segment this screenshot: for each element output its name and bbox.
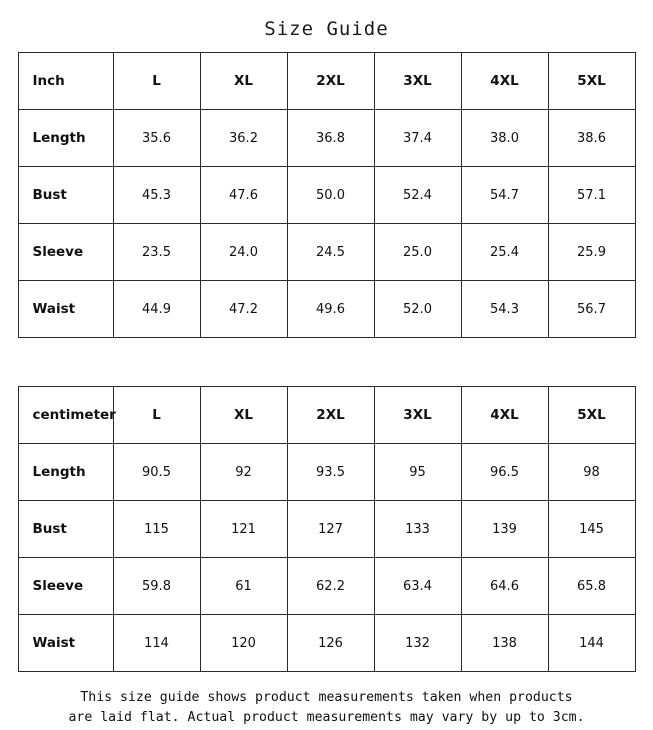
cell-value: 38.6	[548, 110, 635, 167]
table-row	[18, 110, 635, 167]
row-label-bust: Bust	[18, 501, 113, 558]
cell-value: 61	[200, 558, 287, 615]
cell-value: 50.0	[287, 167, 374, 224]
cell-value: 36.2	[200, 110, 287, 167]
size-header-3xl: 3XL	[374, 53, 461, 110]
cell-value: 37.4	[374, 110, 461, 167]
centimeter-size-table	[18, 386, 636, 672]
row-label-length: Length	[18, 444, 113, 501]
footnote-line-2: are laid flat. Actual product measurements may vary by up to 3cm.	[68, 710, 585, 726]
cell-value: 96.5	[461, 444, 548, 501]
cell-value: 38.0	[461, 110, 548, 167]
row-label-sleeve: Sleeve	[18, 224, 113, 281]
cell-value: 63.4	[374, 558, 461, 615]
cell-value: 25.9	[548, 224, 635, 281]
cell-value: 57.1	[548, 167, 635, 224]
cell-value: 145	[548, 501, 635, 558]
cell-value: 25.4	[461, 224, 548, 281]
table-spacer	[0, 338, 653, 386]
cell-value: 24.0	[200, 224, 287, 281]
size-header-4xl: 4XL	[461, 53, 548, 110]
cell-value: 92	[200, 444, 287, 501]
cell-value: 44.9	[113, 281, 200, 338]
table-row	[18, 615, 635, 672]
cell-value: 59.8	[113, 558, 200, 615]
row-label-waist: Waist	[18, 615, 113, 672]
cell-value: 52.4	[374, 167, 461, 224]
table-row	[18, 224, 635, 281]
cell-value: 49.6	[287, 281, 374, 338]
table-row	[18, 167, 635, 224]
cell-value: 36.8	[287, 110, 374, 167]
size-header-xl: XL	[200, 387, 287, 444]
cell-value: 127	[287, 501, 374, 558]
cell-value: 90.5	[113, 444, 200, 501]
cell-value: 115	[113, 501, 200, 558]
cell-value: 25.0	[374, 224, 461, 281]
cell-value: 93.5	[287, 444, 374, 501]
row-label-bust: Bust	[18, 167, 113, 224]
cell-value: 56.7	[548, 281, 635, 338]
cell-value: 132	[374, 615, 461, 672]
unit-label-inch: Inch	[18, 53, 113, 110]
size-header-5xl: 5XL	[548, 387, 635, 444]
cell-value: 65.8	[548, 558, 635, 615]
table-row	[18, 281, 635, 338]
row-label-length: Length	[18, 110, 113, 167]
size-header-5xl: 5XL	[548, 53, 635, 110]
size-header-2xl: 2XL	[287, 387, 374, 444]
cell-value: 24.5	[287, 224, 374, 281]
footnote-line-1: This size guide shows product measurements taken when products	[80, 690, 573, 705]
row-label-sleeve: Sleeve	[18, 558, 113, 615]
cell-value: 54.3	[461, 281, 548, 338]
cell-value: 23.5	[113, 224, 200, 281]
cell-value: 121	[200, 501, 287, 558]
size-header-2xl: 2XL	[287, 53, 374, 110]
cell-value: 98	[548, 444, 635, 501]
cell-value: 47.2	[200, 281, 287, 338]
size-header-l: L	[113, 387, 200, 444]
cell-value: 126	[287, 615, 374, 672]
table-row	[18, 501, 635, 558]
cell-value: 64.6	[461, 558, 548, 615]
row-label-waist: Waist	[18, 281, 113, 338]
inch-size-table	[18, 52, 636, 338]
table-header-row	[18, 387, 635, 444]
cell-value: 52.0	[374, 281, 461, 338]
footnote	[0, 672, 653, 729]
cell-value: 47.6	[200, 167, 287, 224]
cell-value: 62.2	[287, 558, 374, 615]
unit-label-centimeter: centimeter	[18, 387, 113, 444]
table-header-row	[18, 53, 635, 110]
size-header-xl: XL	[200, 53, 287, 110]
cell-value: 138	[461, 615, 548, 672]
cell-value: 54.7	[461, 167, 548, 224]
table-row	[18, 444, 635, 501]
size-header-3xl: 3XL	[374, 387, 461, 444]
cell-value: 139	[461, 501, 548, 558]
cell-value: 45.3	[113, 167, 200, 224]
cell-value: 144	[548, 615, 635, 672]
cell-value: 95	[374, 444, 461, 501]
cell-value: 35.6	[113, 110, 200, 167]
size-header-4xl: 4XL	[461, 387, 548, 444]
cell-value: 114	[113, 615, 200, 672]
cell-value: 120	[200, 615, 287, 672]
cell-value: 133	[374, 501, 461, 558]
size-header-l: L	[113, 53, 200, 110]
table-row	[18, 558, 635, 615]
page-title: Size Guide	[264, 18, 389, 40]
